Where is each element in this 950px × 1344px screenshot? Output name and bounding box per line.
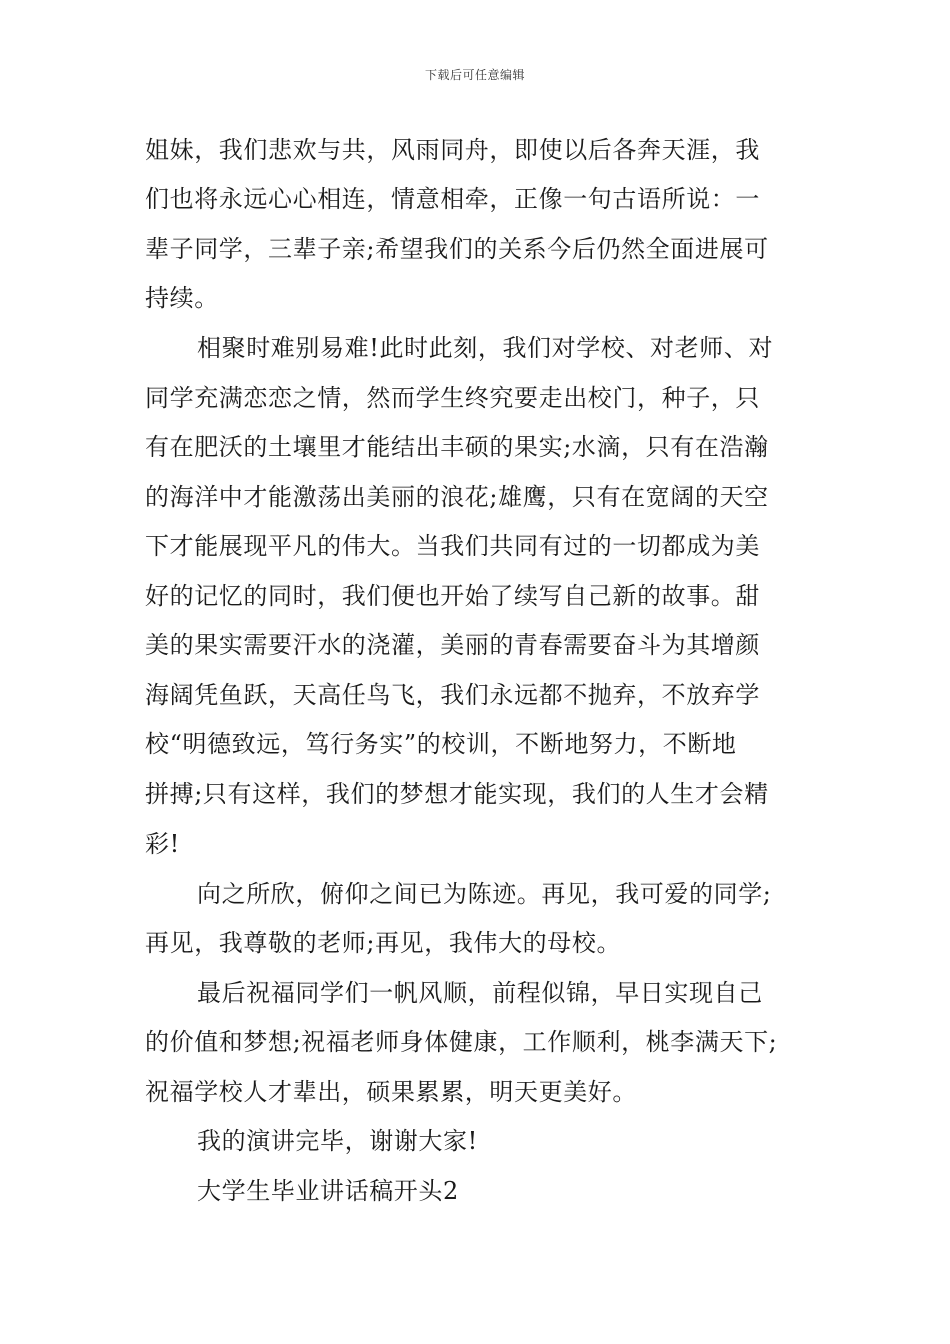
text-line: 最后祝福同学们一帆风顺，前程似锦，早日实现自己: [197, 979, 763, 1007]
text-line: 祝福学校人才辈出，硕果累累，明天更美好。: [145, 1078, 637, 1106]
section-heading: 大学生毕业讲话稿开头2: [197, 1177, 459, 1205]
text-line: 我的演讲完毕，谢谢大家!: [197, 1127, 478, 1155]
text-line: 相聚时难别易难!此时此刻，我们对学校、对老师、对: [197, 334, 774, 362]
text-line: 海阔凭鱼跃，天高任鸟飞，我们永远都不抛弃，不放弃学: [145, 681, 760, 709]
text-line: 拼搏;只有这样，我们的梦想才能实现，我们的人生才会精: [145, 780, 769, 808]
page-header-note: 下载后可任意编辑: [424, 68, 525, 82]
text-line: 的价值和梦想;祝福老师身体健康，工作顺利，桃李满天下;: [145, 1028, 778, 1056]
text-line: 辈子同学，三辈子亲;希望我们的关系今后仍然全面进展可: [145, 235, 769, 263]
text-line: 再见，我尊敬的老师;再见，我伟大的母校。: [145, 929, 622, 957]
text-line: 的海洋中才能激荡出美丽的浪花;雄鹰，只有在宽阔的天空: [145, 483, 769, 511]
text-line: 美的果实需要汗水的浇灌，美丽的青春需要奋斗为其增颜: [145, 631, 760, 659]
text-line: 向之所欣，俯仰之间已为陈迹。再见，我可爱的同学;: [197, 880, 772, 908]
text-line: 们也将永远心心相连，情意相牵，正像一句古语所说：一: [145, 185, 760, 213]
text-line: 彩!: [145, 830, 180, 858]
text-line: 同学充满恋恋之情，然而学生终究要走出校门，种子，只: [145, 384, 760, 412]
text-line: 好的记忆的同时，我们便也开始了续写自己新的故事。甜: [145, 582, 760, 610]
text-line: 持续。: [145, 284, 219, 312]
text-line: 姐妹，我们悲欢与共，风雨同舟，即使以后各奔天涯，我: [145, 136, 760, 164]
text-line: 下才能展现平凡的伟大。当我们共同有过的一切都成为美: [145, 532, 760, 560]
text-line: 有在肥沃的土壤里才能结出丰硕的果实;水滴，只有在浩瀚: [145, 433, 769, 461]
text-line: 校“明德致远，笃行务实”的校训，不断地努力，不断地: [145, 730, 737, 758]
